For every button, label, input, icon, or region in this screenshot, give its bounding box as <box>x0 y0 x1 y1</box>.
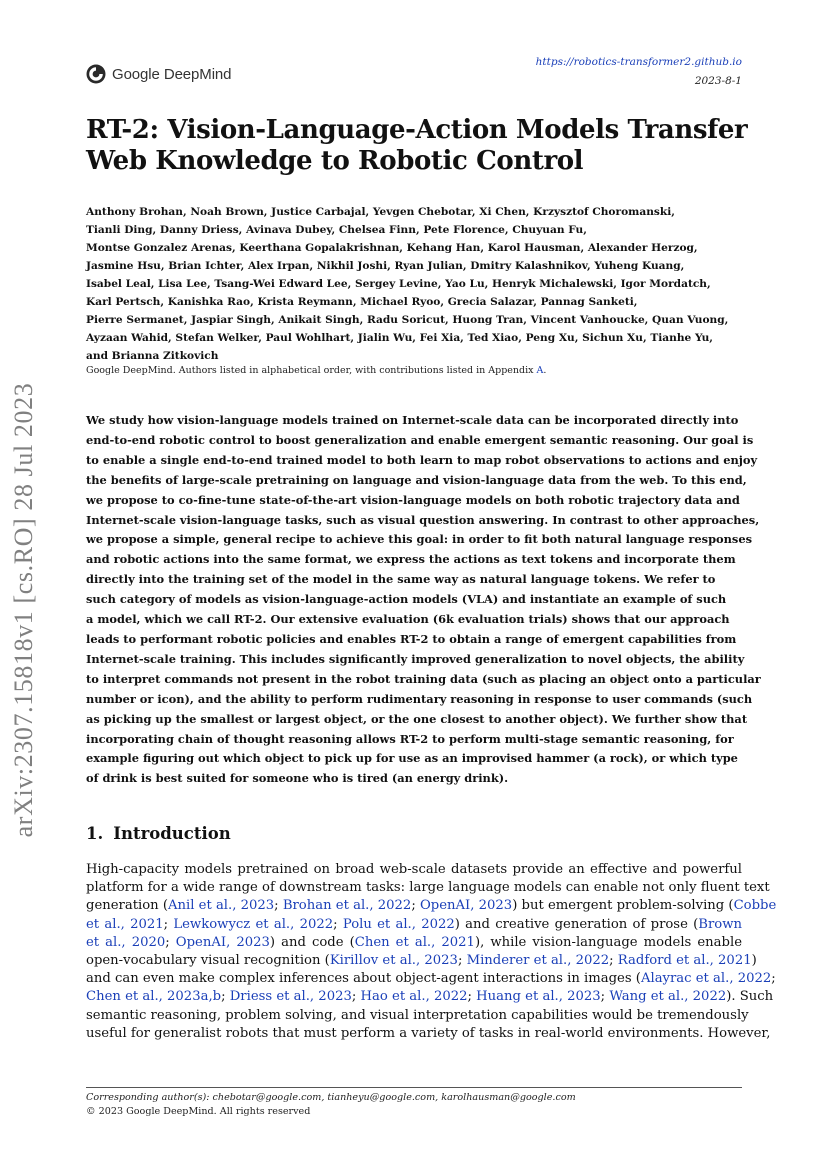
intro-text: ) but emergent problem-solving ( <box>512 898 734 914</box>
abstract-line: a model, which we call RT-2. Our extensive evaluation (6k evaluation trials) shows that our approach <box>86 612 730 627</box>
deepmind-logo-icon <box>86 64 106 84</box>
author-line: Tianli Ding, Danny Driess, Avinava Dubey, Chelsea Finn, Pete Florence, Chuyuan Fu, <box>86 224 587 236</box>
intro-text: High-capacity models pretrained on broad web-scale datasets provide an effective and powerful <box>86 862 742 877</box>
abstract-line: number or icon), and the ability to perform rudimentary reasoning in response to user commands (such <box>86 691 753 706</box>
abstract-line: of drink is best suited for someone who is tired (an energy drink). <box>86 771 509 786</box>
author-line: Karl Pertsch, Kanishka Rao, Krista Reymann, Michael Ryoo, Grecia Salazar, Pannag Sanketi, <box>86 296 638 308</box>
citation-link[interactable]: Kirillov et al., 2023 <box>329 953 458 969</box>
author-line: Anthony Brohan, Noah Brown, Justice Carbajal, Yevgen Chebotar, Xi Chen, Krzysztof Choromanski, <box>86 206 675 218</box>
citation-link[interactable]: Anil et al., 2023 <box>168 898 275 914</box>
intro-text: ; <box>221 989 230 1005</box>
citation-link[interactable]: Minderer et al., 2022 <box>466 953 610 969</box>
intro-line <box>86 1007 749 1025</box>
abstract-line: end-to-end robotic control to boost generalization and enable emergent semantic reasoning. Our goal is <box>86 432 754 447</box>
author-line: Jasmine Hsu, Brian Ichter, Alex Irpan, Nikhil Joshi, Ryan Julian, Dmitry Kalashnikov, Yuheng Kuang, <box>86 260 685 272</box>
intro-text: ; <box>600 989 610 1005</box>
section-title: Introduction <box>113 824 231 843</box>
intro-text: ; <box>274 898 283 914</box>
abstract-line: example figuring out which object to pick up for use as an improvised hammer (a rock), or which type <box>86 751 738 766</box>
intro-line <box>86 934 742 952</box>
intro-text: ; <box>333 916 343 932</box>
author-list <box>86 203 746 365</box>
abstract-line: such category of models as vision-language-action models (VLA) and instantiate an example of such <box>86 592 727 607</box>
abstract-line: incorporating chain of thought reasoning allows RT-2 to perform multi-stage semantic reasoning, for <box>86 731 734 746</box>
intro-text: generation ( <box>86 898 168 914</box>
abstract-line: Internet-scale training. This includes significantly improved generalization to novel objects, the ability <box>86 651 745 666</box>
title-line: RT-2: Vision-Language-Action Models Transfer <box>86 115 748 145</box>
intro-text: useful for generalist robots that must perform a variety of tasks in real-world environments. However, <box>86 1025 771 1041</box>
abstract-line: we propose to co-fine-tune state-of-the-art vision-language models on both robotic trajectory data and <box>86 492 740 507</box>
author-line: Pierre Sermanet, Jaspiar Singh, Anikait Singh, Radu Soricut, Huong Tran, Vincent Vanhoucke, Quan Vuong, <box>86 314 729 326</box>
introduction-paragraph <box>86 861 777 1043</box>
intro-text: ), while vision-language models enable <box>474 934 742 950</box>
abstract-line: directly into the training set of the model in the same way as natural language tokens. We refer to <box>86 572 716 587</box>
copyright-notice: © 2023 Google DeepMind. All rights reserved <box>86 1106 311 1117</box>
citation-link[interactable]: et al., 2020 <box>86 934 166 950</box>
abstract-line: as picking up the smallest or largest object, or the one closest to another object). We further show that <box>86 711 748 726</box>
intro-line <box>86 952 757 970</box>
intro-text: platform for a wide range of downstream tasks: large language models can enable not only fluent text <box>86 880 770 896</box>
intro-text: open-vocabulary visual recognition ( <box>86 953 330 969</box>
title-line: Web Knowledge to Robotic Control <box>86 146 584 176</box>
citation-link[interactable]: Radford et al., 2021 <box>617 953 752 969</box>
paper-title <box>86 115 746 177</box>
intro-text: ; <box>467 989 477 1005</box>
citation-link[interactable]: Brohan et al., 2022 <box>282 898 412 914</box>
intro-text: semantic reasoning, problem solving, and visual interpretation capabilities would be tremendously <box>86 1007 749 1023</box>
citation-link[interactable]: Driess et al., 2023 <box>229 989 352 1005</box>
citation-link[interactable]: Wang et al., 2022 <box>609 989 727 1005</box>
abstract-line: to interpret commands not present in the robot training data (such as placing an object onto a particular <box>86 671 761 686</box>
section-number: 1. <box>86 824 104 843</box>
citation-link[interactable]: Chen et al., 2023a,b <box>86 989 222 1005</box>
abstract-line: the benefits of large-scale pretraining on language and vision-language data from the web. To this end, <box>86 472 747 487</box>
intro-text: and can even make complex inferences about object-agent interactions in images ( <box>86 971 641 987</box>
intro-text: ; <box>457 953 467 969</box>
abstract-line: We study how vision-language models trained on Internet-scale data can be incorporated directly into <box>86 413 739 427</box>
citation-link[interactable]: Lewkowycz et al., 2022 <box>173 916 334 932</box>
author-line: Montse Gonzalez Arenas, Keerthana Gopalakrishnan, Kehang Han, Karol Hausman, Alexander Herzog, <box>86 242 698 254</box>
author-line: Ayzaan Wahid, Stefan Welker, Paul Wohlhart, Jialin Wu, Fei Xia, Ted Xiao, Peng Xu, Sichun Xu, Tianhe Yu, <box>86 332 713 344</box>
section-heading-introduction <box>86 824 231 843</box>
intro-text: ; <box>165 934 176 950</box>
intro-line <box>86 861 742 879</box>
affiliation-note <box>86 365 546 376</box>
appendix-link[interactable]: A <box>536 365 544 376</box>
intro-text: ; <box>411 898 420 914</box>
publication-date: 2023-8-1 <box>694 75 742 87</box>
abstract-line: and robotic actions into the same format, we express the actions as text tokens and incorporate them <box>86 552 736 567</box>
brand-name: Google DeepMind <box>112 65 232 83</box>
intro-text: ; <box>771 971 776 987</box>
citation-link[interactable]: Polu et al., 2022 <box>342 916 455 932</box>
intro-line <box>86 916 742 934</box>
affiliation-text: Google DeepMind. Authors listed in alphabetical order, with contributions listed in Appendix <box>86 365 537 376</box>
citation-link[interactable]: Hao et al., 2022 <box>360 989 468 1005</box>
citation-link[interactable]: Cobbe <box>733 898 777 914</box>
intro-line <box>86 988 774 1006</box>
abstract <box>86 411 761 789</box>
footnote-divider <box>86 1087 742 1088</box>
intro-text: ; <box>351 989 361 1005</box>
citation-link[interactable]: OpenAI, 2023 <box>419 898 513 914</box>
intro-text: ) <box>751 953 757 969</box>
intro-line <box>86 1025 771 1043</box>
affiliation-end: . <box>543 365 547 376</box>
citation-link[interactable]: OpenAI, 2023 <box>175 934 270 950</box>
intro-text: ; <box>163 916 174 932</box>
google-deepmind-logo <box>86 64 231 84</box>
intro-text: ) and creative generation of prose ( <box>454 916 699 932</box>
abstract-line: Internet-scale vision-language tasks, such as visual question answering. In contrast to other approaches, <box>86 512 760 527</box>
citation-link[interactable]: et al., 2021 <box>86 916 164 932</box>
intro-line <box>86 897 777 915</box>
citation-link[interactable]: Brown <box>698 916 743 932</box>
abstract-line: to enable a single end-to-end trained model to both learn to map robot observations to actions and enjoy <box>86 452 758 467</box>
intro-text: ) and code ( <box>269 934 355 950</box>
citation-link[interactable]: Alayrac et al., 2022 <box>640 971 772 987</box>
project-url-link[interactable]: https://robotics-transformer2.github.io <box>535 56 742 68</box>
intro-text: ). Such <box>726 989 774 1005</box>
intro-text: ; <box>609 953 618 969</box>
intro-line <box>86 879 770 897</box>
arxiv-identifier: arXiv:2307.15818v1 [cs.RO] 28 Jul 2023 <box>9 382 38 838</box>
author-line: Isabel Leal, Lisa Lee, Tsang-Wei Edward Lee, Sergey Levine, Yao Lu, Henryk Michalewski, Igor Mordatch, <box>86 278 711 290</box>
abstract-line: we propose a simple, general recipe to achieve this goal: in order to fit both natural language responses <box>86 532 753 547</box>
intro-line <box>86 970 776 988</box>
citation-link[interactable]: Chen et al., 2021 <box>354 934 475 950</box>
author-line: and Brianna Zitkovich <box>86 350 219 362</box>
abstract-line: leads to performant robotic policies and enables RT-2 to obtain a range of emergent capabilities from <box>86 631 737 646</box>
citation-link[interactable]: Huang et al., 2023 <box>476 989 601 1005</box>
corresponding-authors: Corresponding author(s): chebotar@google.com, tianheyu@google.com, karolhausman@google.com <box>86 1092 576 1103</box>
